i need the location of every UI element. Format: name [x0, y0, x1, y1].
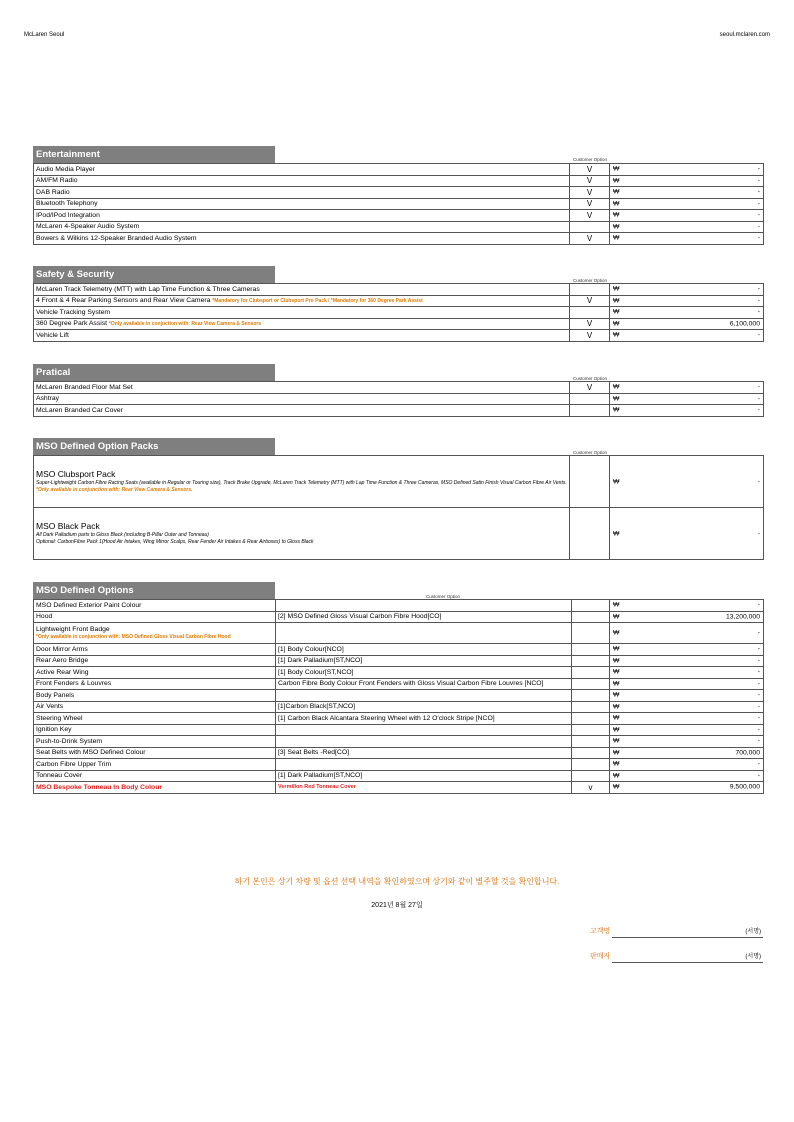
option-name: MSO Bespoke Tonneau In Body Colour	[36, 783, 163, 791]
price-value: -	[757, 177, 760, 185]
won-symbol: ₩	[613, 478, 620, 485]
option-value: [1] Carbon Black Alcantara Steering Wheel with 12 O'clock Stripe [NCO]	[276, 713, 572, 725]
price-value: -	[757, 760, 760, 768]
won-symbol: ₩	[613, 629, 620, 637]
price-value: -	[757, 188, 760, 196]
price-value: -	[757, 714, 760, 722]
price-value: -	[757, 308, 760, 316]
price-value: -	[757, 530, 760, 537]
won-symbol: ₩	[613, 285, 620, 293]
option-name-cell	[34, 623, 276, 644]
option-value: [1] Body Colour[ST,NCO]	[276, 667, 572, 679]
customer-label: 고객명	[590, 928, 611, 935]
option-name-cell	[34, 713, 276, 725]
option-value: [1]Carbon Black[ST,NCO]	[276, 701, 572, 713]
option-value: Vermillon Red Tonneau Cover	[276, 782, 572, 794]
customer-option-check[interactable]	[572, 747, 610, 759]
option-name-cell	[34, 330, 570, 342]
option-name: Vehicle Lift	[36, 331, 69, 339]
won-symbol: ₩	[613, 406, 620, 414]
won-symbol: ₩	[613, 657, 620, 665]
customer-option-check[interactable]	[572, 678, 610, 690]
option-note: *Only available in conjunction with: MSO Defined Gloss Visual Carbon Fibre Hood	[36, 634, 231, 640]
option-name: McLaren Track Telemetry (MTT) with Lap Time Function & Three Cameras	[36, 285, 260, 293]
customer-option-check[interactable]: V	[570, 210, 610, 222]
option-name: McLaren 4-Speaker Audio System	[36, 223, 140, 231]
customer-option-check[interactable]	[572, 611, 610, 623]
entertainment-section	[33, 146, 763, 245]
price-value: -	[757, 726, 760, 734]
price-cell	[610, 382, 764, 394]
option-name: Front Fenders & Louvres	[36, 680, 112, 688]
price-cell	[610, 164, 764, 176]
option-name: Ashtray	[36, 395, 60, 403]
option-value: Carbon Fibre Body Colour Front Fenders with Gloss Visual Carbon Fibre Louvres [NCO]	[276, 678, 572, 690]
table-row	[34, 284, 764, 296]
section-title: Entertainment	[33, 146, 275, 163]
price-value: -	[757, 331, 760, 339]
options-table	[33, 599, 764, 794]
option-name: McLaren Branded Car Cover	[36, 406, 123, 414]
option-name: Hood	[36, 613, 53, 621]
won-symbol: ₩	[613, 680, 620, 688]
price-cell	[610, 623, 764, 644]
option-value: [1] Dark Palladium[ST,NCO]	[276, 770, 572, 782]
table-row	[34, 655, 764, 667]
section-title: Safety & Security	[33, 266, 275, 283]
price-cell	[610, 701, 764, 713]
customer-option-check[interactable]	[572, 600, 610, 612]
seller-label: 판매자	[590, 953, 611, 960]
price-cell	[610, 724, 764, 736]
dealer-name: McLaren Seoul	[24, 32, 65, 38]
won-symbol: ₩	[613, 668, 620, 676]
option-value: [1] Body Colour[NCO]	[276, 644, 572, 656]
price-cell	[610, 295, 764, 307]
table-row	[34, 295, 764, 307]
price-value: -	[757, 383, 760, 391]
option-name-cell	[34, 690, 276, 702]
customer-option-check[interactable]	[570, 221, 610, 233]
customer-option-check[interactable]	[570, 284, 610, 296]
option-value	[276, 600, 572, 612]
price-cell	[610, 782, 764, 794]
table-row	[34, 747, 764, 759]
option-name-cell	[34, 759, 276, 771]
signature-line	[612, 937, 763, 938]
option-name-cell	[34, 644, 276, 656]
section-title: MSO Defined Option Packs	[33, 438, 275, 455]
option-name-cell	[34, 284, 570, 296]
pack-cell	[34, 456, 570, 508]
price-cell	[610, 644, 764, 656]
option-value	[276, 623, 572, 644]
option-name-cell	[34, 210, 570, 222]
option-name: AM/FM Radio	[36, 177, 78, 185]
price-value: 13,200,000	[725, 613, 760, 621]
option-value	[276, 736, 572, 748]
safety-table	[33, 283, 764, 342]
option-name: Lightweight Front Badge	[36, 626, 110, 633]
section-title: Pratical	[33, 364, 275, 381]
customer-option-check[interactable]	[570, 456, 610, 508]
option-value	[276, 724, 572, 736]
option-name: Ignition Key	[36, 726, 72, 734]
price-cell	[610, 307, 764, 319]
option-name-cell	[34, 187, 570, 199]
won-symbol: ₩	[613, 783, 620, 791]
won-symbol: ₩	[613, 737, 620, 745]
won-symbol: ₩	[613, 211, 620, 219]
price-value: 700,000	[735, 749, 760, 757]
price-cell	[610, 187, 764, 199]
price-value: 9,500,000	[729, 783, 760, 791]
price-cell	[610, 233, 764, 245]
customer-option-check[interactable]	[572, 713, 610, 725]
option-name-cell	[34, 382, 570, 394]
option-name: Tonneau Cover	[36, 772, 83, 780]
table-row	[34, 187, 764, 199]
price-value: -	[757, 601, 760, 609]
won-symbol: ₩	[613, 714, 620, 722]
option-name-cell	[34, 164, 570, 176]
won-symbol: ₩	[613, 395, 620, 403]
price-cell	[610, 284, 764, 296]
table-row	[34, 456, 764, 508]
price-value: 6,100,000	[729, 320, 760, 328]
customer-option-header: Customer Option	[573, 376, 608, 381]
price-value: -	[757, 629, 760, 637]
pack-desc-text: All Dark Palladium parts to Gloss Black (including B-Pillar Outer and Tonneau)	[36, 532, 209, 539]
won-symbol: ₩	[613, 383, 620, 391]
customer-option-check[interactable]	[572, 644, 610, 656]
won-symbol: ₩	[613, 691, 620, 699]
table-row	[34, 382, 764, 394]
price-cell	[610, 175, 764, 187]
table-row	[34, 701, 764, 713]
price-cell	[610, 759, 764, 771]
price-cell	[610, 330, 764, 342]
table-row	[34, 330, 764, 342]
option-name-cell	[34, 233, 570, 245]
customer-option-header: Customer Option	[573, 450, 608, 455]
customer-option-check[interactable]: v	[572, 782, 610, 794]
option-name-cell	[34, 295, 570, 307]
packs-section	[33, 438, 763, 560]
customer-option-check[interactable]	[572, 690, 610, 702]
confirmation-statement: 하기 본인은 상기 차량 및 옵션 선택 내역을 확인하였으며 상기와 같이 별주할 것을 확인합니다.	[234, 877, 560, 886]
customer-option-check[interactable]	[572, 736, 610, 748]
price-value: -	[757, 285, 760, 293]
table-row	[34, 600, 764, 612]
customer-option-check[interactable]: V	[570, 382, 610, 394]
price-cell	[610, 770, 764, 782]
customer-option-check[interactable]	[572, 759, 610, 771]
table-row	[34, 724, 764, 736]
won-symbol: ₩	[613, 165, 620, 173]
price-value: -	[757, 165, 760, 173]
customer-option-check[interactable]: V	[570, 318, 610, 330]
practical-section	[33, 364, 763, 417]
price-cell	[610, 611, 764, 623]
customer-option-check[interactable]	[572, 770, 610, 782]
option-name: Body Panels	[36, 691, 75, 699]
price-value: -	[757, 680, 760, 688]
option-name: Bowers & Wilkins 12-Speaker Branded Audio System	[36, 234, 197, 242]
option-name: Push-to-Drink System	[36, 737, 103, 745]
option-name-cell	[34, 724, 276, 736]
option-name: Door Mirror Arms	[36, 645, 88, 653]
pack-description	[36, 532, 567, 546]
won-symbol: ₩	[613, 188, 620, 196]
option-name: Carbon Fibre Upper Trim	[36, 760, 112, 768]
practical-table	[33, 381, 764, 417]
price-value: -	[757, 395, 760, 403]
option-name: IPod/IPod Integration	[36, 211, 100, 219]
price-value: -	[757, 200, 760, 208]
dealer-website: seoul.mclaren.com	[719, 32, 770, 38]
pack-note: *Only available in conjunction with: Rear View Camera & Sensors.	[36, 487, 193, 493]
price-value: -	[757, 406, 760, 414]
customer-option-check[interactable]	[570, 307, 610, 319]
price-cell	[610, 456, 764, 508]
table-row	[34, 782, 764, 794]
option-name: 4 Front & 4 Rear Parking Sensors and Rear View Camera	[36, 297, 211, 305]
customer-option-check[interactable]	[570, 508, 610, 560]
customer-option-check[interactable]: V	[570, 233, 610, 245]
option-name-cell	[34, 600, 276, 612]
sign-tag: (서명)	[745, 954, 761, 960]
table-row	[34, 667, 764, 679]
won-symbol: ₩	[613, 601, 620, 609]
pack-title: MSO Clubsport Pack	[36, 469, 116, 480]
option-name-cell	[34, 747, 276, 759]
customer-option-check[interactable]: V	[570, 198, 610, 210]
table-row	[34, 175, 764, 187]
option-name: Seat Belts with MSO Defined Colour	[36, 749, 146, 757]
pack-cell	[34, 508, 570, 560]
price-value: -	[757, 772, 760, 780]
price-cell	[610, 678, 764, 690]
option-name-cell	[34, 701, 276, 713]
won-symbol: ₩	[613, 726, 620, 734]
option-name: Steering Wheel	[36, 714, 83, 722]
option-value	[276, 759, 572, 771]
contract-date: 2021년 8월 27일	[371, 902, 423, 909]
pack-desc-text: Super-Lightweight Carbon Fibre Racing Seats (available in Regular or Touring size), Track Brake Upgrade, McLaren Track Telemetry (MTT) with Lap Time Function & Three Cameras, MSO Defined Satin Finish Visual Carbon Fibre Air Vents.	[36, 480, 567, 487]
table-row	[34, 221, 764, 233]
price-cell	[610, 210, 764, 222]
table-row	[34, 198, 764, 210]
option-name-cell	[34, 770, 276, 782]
won-symbol: ₩	[613, 530, 620, 537]
option-name-cell	[34, 678, 276, 690]
option-name-cell	[34, 655, 276, 667]
option-name: McLaren Branded Floor Mat Set	[36, 383, 133, 391]
price-cell	[610, 318, 764, 330]
price-cell	[610, 198, 764, 210]
pack-desc-text: Optional: CarbonFibre Pack 1(Hood Air Intakes, Wing Mirror Scalps, Rear Fender Air Intakes & Rear Airboxes) to Gloss Black	[36, 539, 314, 545]
won-symbol: ₩	[613, 234, 620, 242]
price-cell	[610, 713, 764, 725]
customer-option-check[interactable]: V	[570, 295, 610, 307]
price-value: -	[757, 234, 760, 242]
option-name-cell	[34, 175, 570, 187]
customer-option-check[interactable]	[570, 393, 610, 405]
customer-option-check[interactable]: V	[570, 164, 610, 176]
price-cell	[610, 690, 764, 702]
packs-table	[33, 455, 764, 560]
option-value	[276, 690, 572, 702]
price-value: -	[757, 691, 760, 699]
option-name: Air Vents	[36, 703, 64, 711]
price-cell	[610, 655, 764, 667]
price-cell	[610, 600, 764, 612]
price-cell	[610, 221, 764, 233]
won-symbol: ₩	[613, 703, 620, 711]
table-row	[34, 690, 764, 702]
table-row	[34, 164, 764, 176]
price-value: -	[757, 668, 760, 676]
won-symbol: ₩	[613, 772, 620, 780]
won-symbol: ₩	[613, 297, 620, 305]
price-cell	[610, 405, 764, 417]
price-value: -	[757, 223, 760, 231]
option-name-cell	[34, 782, 276, 794]
won-symbol: ₩	[613, 645, 620, 653]
price-cell	[610, 393, 764, 405]
customer-option-check[interactable]	[570, 405, 610, 417]
option-name: DAB Radio	[36, 188, 70, 196]
table-row	[34, 233, 764, 245]
won-symbol: ₩	[613, 223, 620, 231]
won-symbol: ₩	[613, 760, 620, 768]
option-name: 360 Degree Park Assist	[36, 320, 108, 328]
option-name: Bluetooth Telephony	[36, 200, 98, 208]
table-row	[34, 678, 764, 690]
option-name: Active Rear Wing	[36, 668, 89, 676]
price-value: -	[757, 211, 760, 219]
customer-option-check[interactable]	[572, 724, 610, 736]
sign-tag: (서명)	[745, 929, 761, 935]
table-row	[34, 508, 764, 560]
table-row	[34, 713, 764, 725]
option-name: Rear Aero Bridge	[36, 657, 89, 665]
option-name-cell	[34, 393, 570, 405]
table-row	[34, 644, 764, 656]
price-cell	[610, 747, 764, 759]
table-row	[34, 307, 764, 319]
options-section	[33, 582, 763, 794]
customer-option-check[interactable]	[572, 655, 610, 667]
table-row	[34, 210, 764, 222]
customer-option-check[interactable]	[572, 623, 610, 644]
option-name-cell	[34, 611, 276, 623]
option-name: Audio Media Player	[36, 165, 95, 173]
customer-option-header: Customer Option	[426, 594, 461, 599]
price-value: -	[757, 703, 760, 711]
price-cell	[610, 508, 764, 560]
customer-option-check[interactable]: V	[570, 330, 610, 342]
safety-section	[33, 266, 763, 342]
price-value: -	[757, 297, 760, 305]
customer-option-check[interactable]	[572, 701, 610, 713]
table-row	[34, 623, 764, 644]
signature-line	[612, 962, 763, 963]
table-row	[34, 393, 764, 405]
won-symbol: ₩	[613, 308, 620, 316]
option-value: [1] Dark Palladium[ST,NCO]	[276, 655, 572, 667]
won-symbol: ₩	[613, 749, 620, 757]
won-symbol: ₩	[613, 177, 620, 185]
price-cell	[610, 667, 764, 679]
entertainment-table	[33, 163, 764, 245]
customer-option-check[interactable]: V	[570, 175, 610, 187]
option-name-cell	[34, 667, 276, 679]
option-name-cell	[34, 198, 570, 210]
option-note: *Mandatory for Clubsport or Clubsport Pro Pack / *Mandatory for 360 Degree Park Assist	[212, 298, 423, 305]
price-value: -	[757, 737, 760, 745]
price-value: -	[757, 645, 760, 653]
pack-description	[36, 480, 567, 494]
customer-option-check[interactable]	[572, 667, 610, 679]
customer-option-check[interactable]: V	[570, 187, 610, 199]
table-row	[34, 318, 764, 330]
option-name-cell	[34, 221, 570, 233]
option-name: MSO Defined Exterior Paint Colour	[36, 601, 142, 609]
option-value: [2] MSO Defined Gloss Visual Carbon Fibre Hood[CO]	[276, 611, 572, 623]
won-symbol: ₩	[613, 331, 620, 339]
won-symbol: ₩	[613, 200, 620, 208]
table-row	[34, 405, 764, 417]
price-value: -	[757, 657, 760, 665]
won-symbol: ₩	[613, 613, 620, 621]
table-row	[34, 770, 764, 782]
table-row	[34, 759, 764, 771]
option-name: Vehicle Tracking System	[36, 308, 111, 316]
customer-option-header: Customer Option	[573, 157, 608, 162]
customer-option-header: Customer Option	[573, 278, 608, 283]
option-name-cell	[34, 405, 570, 417]
option-name-cell	[34, 318, 570, 330]
section-title: MSO Defined Options	[33, 582, 275, 599]
option-note: *Only available in conjuction with: Rear View Camera & Sensors	[108, 321, 262, 328]
table-row	[34, 736, 764, 748]
won-symbol: ₩	[613, 320, 620, 328]
price-cell	[610, 736, 764, 748]
option-name-cell	[34, 736, 276, 748]
option-name-cell	[34, 307, 570, 319]
option-value: [3] Seat Belts -Red[CO]	[276, 747, 572, 759]
price-value: -	[757, 478, 760, 485]
table-row	[34, 611, 764, 623]
pack-title: MSO Black Pack	[36, 521, 100, 532]
